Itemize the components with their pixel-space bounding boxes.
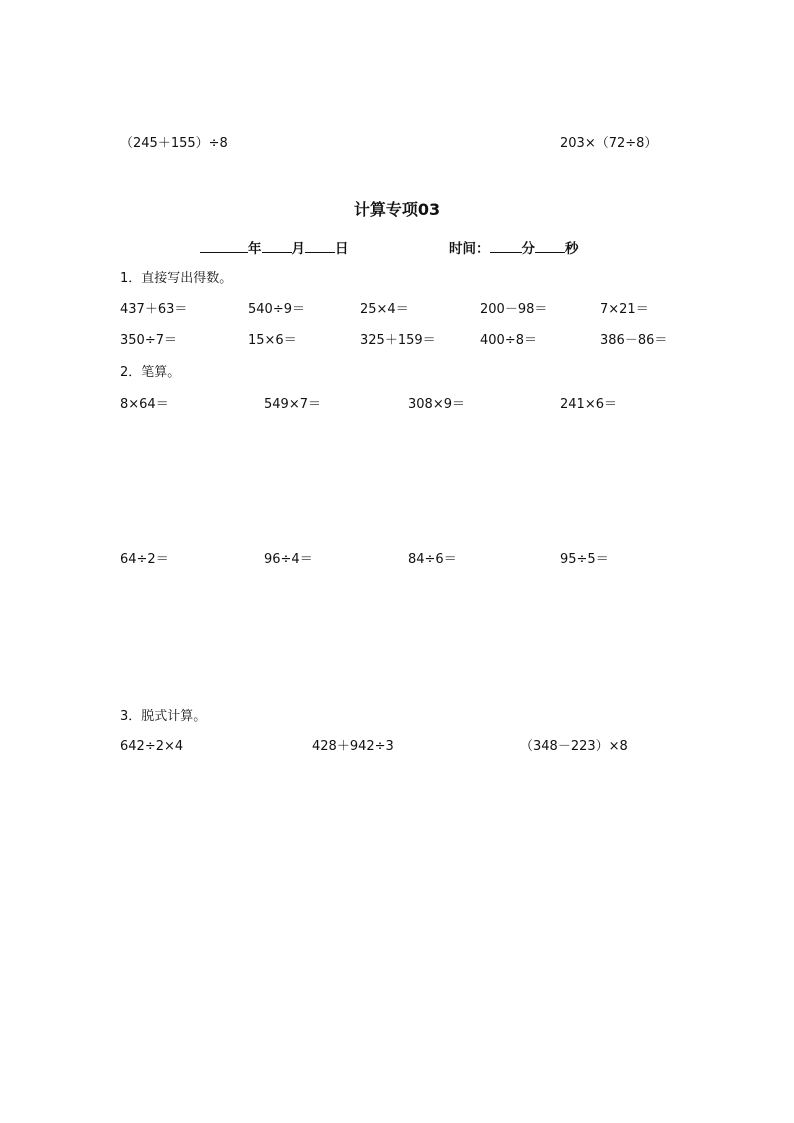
- written-problem: 95÷5＝: [560, 552, 609, 567]
- page-title: 计算专项03: [353, 200, 441, 219]
- day-blank[interactable]: [305, 240, 335, 253]
- written-problem: 549×7＝: [264, 397, 321, 412]
- year-label: 年: [248, 241, 262, 257]
- seconds-label: 秒: [565, 241, 579, 257]
- seconds-blank[interactable]: [535, 240, 565, 253]
- year-blank[interactable]: [200, 240, 248, 253]
- day-label: 日: [335, 241, 349, 257]
- oral-problem: 386－86＝: [600, 333, 668, 348]
- problem-top-1: （245＋155）÷8: [120, 136, 228, 151]
- time-field: [449, 240, 579, 257]
- section-3-heading: 3．脱式计算。: [120, 709, 207, 724]
- month-label: 月: [291, 241, 305, 257]
- month-blank[interactable]: [262, 240, 292, 253]
- oral-problem: 400÷8＝: [480, 333, 537, 348]
- section-1-heading: 1．直接写出得数。: [120, 271, 233, 286]
- written-problem: 241×6＝: [560, 397, 617, 412]
- minutes-label: 分: [521, 241, 535, 257]
- oral-problem: 540÷9＝: [248, 302, 305, 317]
- time-label: 时间：: [449, 241, 490, 257]
- oral-problem: 25×4＝: [360, 302, 409, 317]
- oral-problem: 200－98＝: [480, 302, 548, 317]
- oral-problem: 7×21＝: [600, 302, 649, 317]
- stepwise-problem: 428＋942÷3: [312, 739, 394, 754]
- written-problem: 8×64＝: [120, 397, 169, 412]
- oral-problem: 15×6＝: [248, 333, 297, 348]
- stepwise-problem: 642÷2×4: [120, 739, 184, 754]
- stepwise-problem: （348－223）×8: [520, 739, 628, 754]
- date-field: [200, 240, 349, 257]
- written-problem: 96÷4＝: [264, 552, 313, 567]
- minutes-blank[interactable]: [490, 240, 522, 253]
- written-problem: 84÷6＝: [408, 552, 457, 567]
- section-2-heading: 2．笔算。: [120, 365, 181, 380]
- oral-problem: 350÷7＝: [120, 333, 177, 348]
- oral-problem: 325＋159＝: [360, 333, 436, 348]
- written-problem: 64÷2＝: [120, 552, 169, 567]
- problem-top-2: 203×（72÷8）: [560, 136, 658, 151]
- written-problem: 308×9＝: [408, 397, 465, 412]
- oral-problem: 437＋63＝: [120, 302, 188, 317]
